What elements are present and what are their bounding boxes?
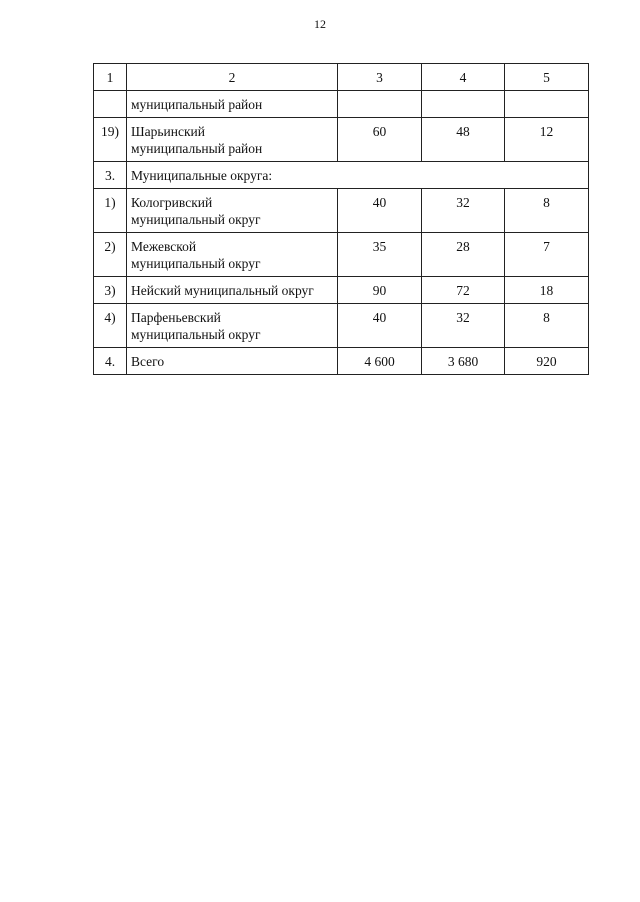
- table-total-row: [94, 348, 589, 375]
- page-number: 12: [314, 17, 326, 31]
- row-name: муниципальный район: [127, 91, 338, 118]
- header-cell-1: 1: [94, 64, 127, 91]
- total-value-4: 3 680: [422, 348, 505, 375]
- total-value-5: 920: [505, 348, 589, 375]
- header-cell-2: 2: [127, 64, 338, 91]
- row-value-4: 32: [422, 304, 505, 348]
- row-index: 2): [94, 233, 127, 277]
- row-value-5: [505, 91, 589, 118]
- table-row: [94, 277, 589, 304]
- allocation-table: [93, 63, 589, 375]
- row-name: Парфеньевский муниципальный округ: [127, 304, 338, 348]
- header-cell-4: 4: [422, 64, 505, 91]
- row-value-5: 8: [505, 189, 589, 233]
- row-name: Кологривский муниципальный округ: [127, 189, 338, 233]
- row-value-3: 35: [338, 233, 422, 277]
- row-value-3: 40: [338, 304, 422, 348]
- table-section-row: [94, 162, 589, 189]
- total-value-3: 4 600: [338, 348, 422, 375]
- row-index: 4): [94, 304, 127, 348]
- row-value-3: [338, 91, 422, 118]
- row-value-4: 28: [422, 233, 505, 277]
- row-value-5: 7: [505, 233, 589, 277]
- row-value-5: 18: [505, 277, 589, 304]
- header-cell-3: 3: [338, 64, 422, 91]
- row-value-4: 72: [422, 277, 505, 304]
- table-row: [94, 91, 589, 118]
- section-title: Муниципальные округа:: [127, 162, 589, 189]
- table-row: [94, 118, 589, 162]
- row-index: 1): [94, 189, 127, 233]
- row-index: 3.: [94, 162, 127, 189]
- row-index: 4.: [94, 348, 127, 375]
- row-name: Межевской муниципальный округ: [127, 233, 338, 277]
- header-cell-5: 5: [505, 64, 589, 91]
- table-row: [94, 304, 589, 348]
- row-value-5: 8: [505, 304, 589, 348]
- table-row: [94, 189, 589, 233]
- row-name: Нейский муниципальный округ: [127, 277, 338, 304]
- row-value-3: 90: [338, 277, 422, 304]
- row-value-4: 32: [422, 189, 505, 233]
- row-index: 3): [94, 277, 127, 304]
- row-value-3: 40: [338, 189, 422, 233]
- row-value-5: 12: [505, 118, 589, 162]
- row-name: Шарьинский муниципальный район: [127, 118, 338, 162]
- table-row: [94, 233, 589, 277]
- row-index: 19): [94, 118, 127, 162]
- row-value-3: 60: [338, 118, 422, 162]
- row-value-4: [422, 91, 505, 118]
- table-header-row: [94, 64, 589, 91]
- row-index: [94, 91, 127, 118]
- row-name: Всего: [127, 348, 338, 375]
- row-value-4: 48: [422, 118, 505, 162]
